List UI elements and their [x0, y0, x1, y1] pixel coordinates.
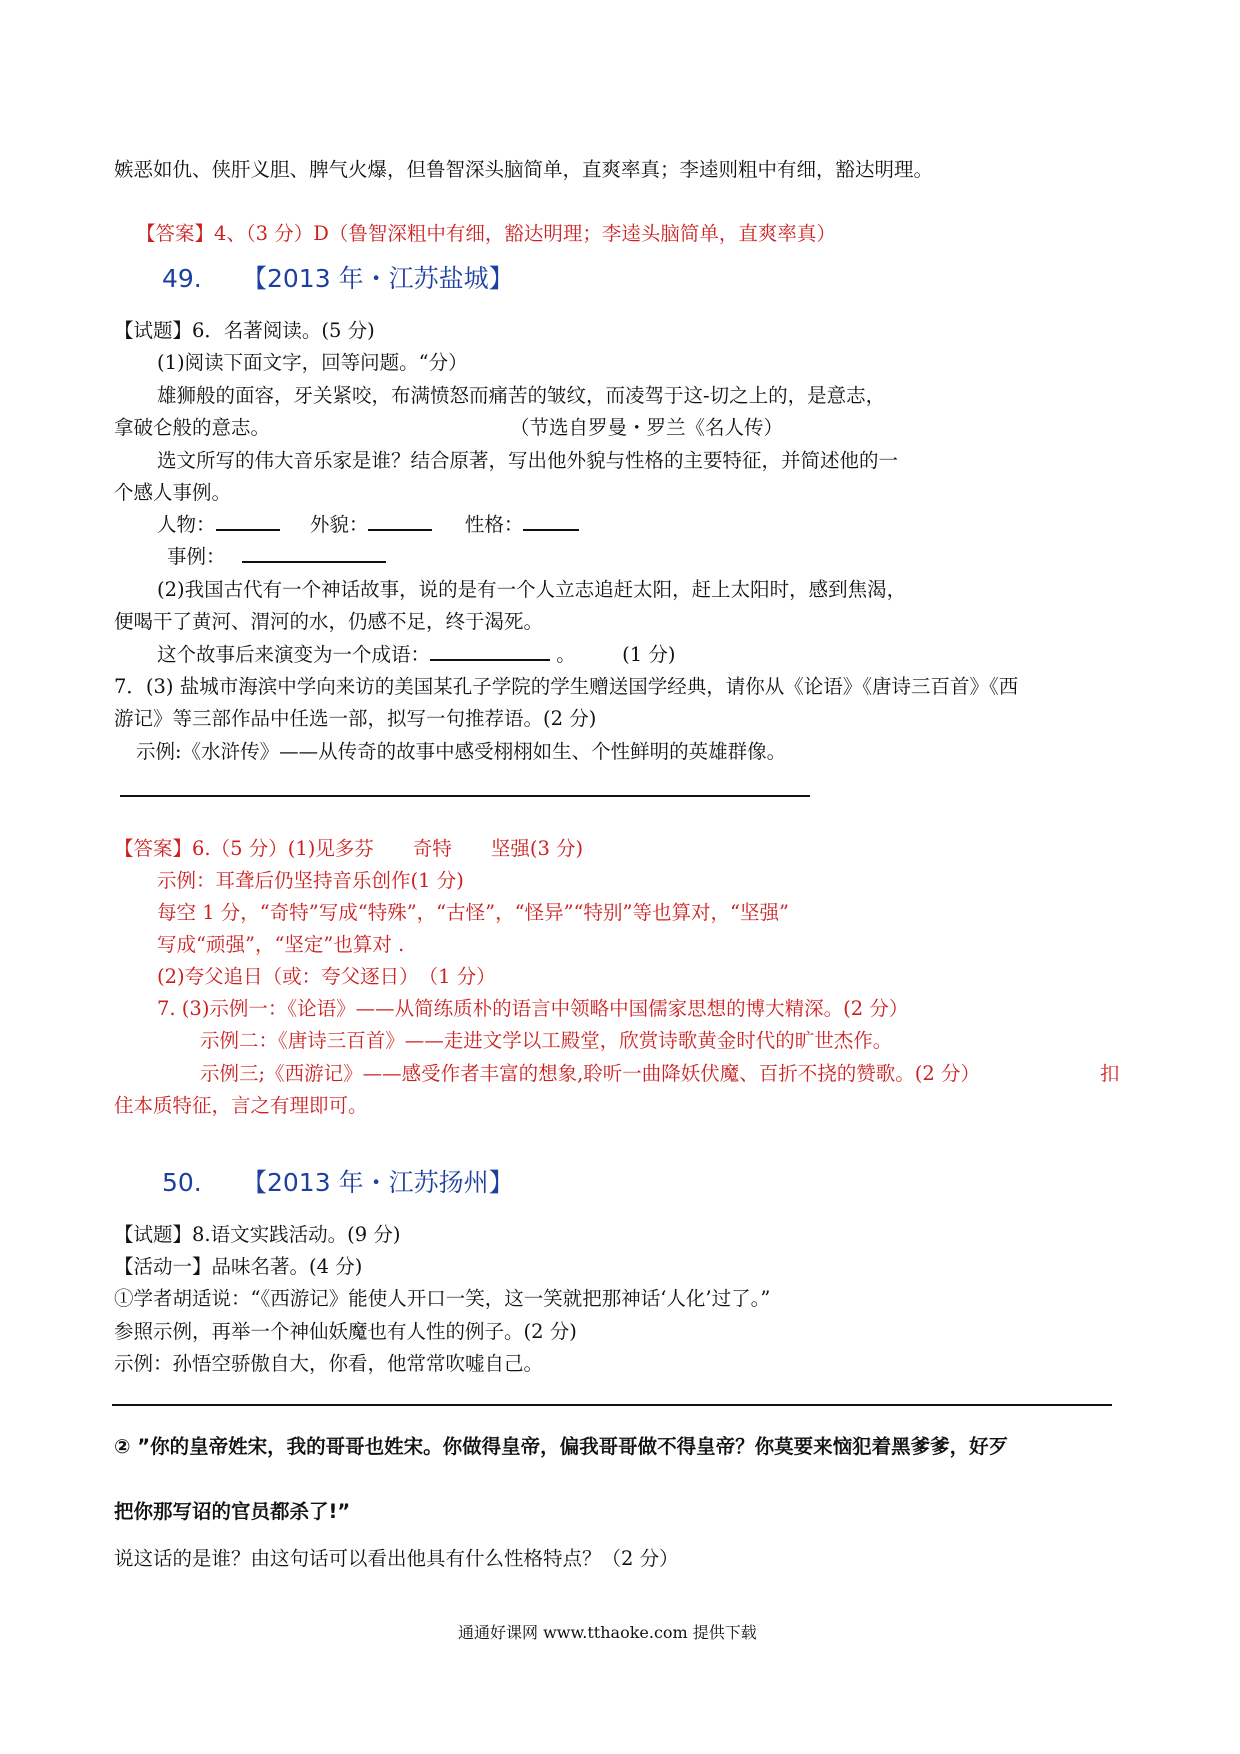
answer-line: 写成“顽强”，“坚定”也算对 .	[157, 933, 405, 956]
passage-line: 雄狮般的面容，牙关紧咬，布满愤怒而痛苦的皱纹，而凌驾于这-切之上的，是意志，	[157, 384, 886, 407]
section-title: 【2013 年・江苏盐城】	[242, 264, 514, 293]
question-line: 说这话的是谁？由这句话可以看出他具有什么性格特点？（2 分）	[114, 1547, 679, 1570]
answer-blank-line[interactable]	[120, 795, 810, 797]
person-label: 人物：	[157, 513, 216, 536]
question-line: 便喝干了黄河、渭河的水，仍感不足，终于渴死。	[114, 610, 544, 633]
answer-line: 每空 1 分，“奇特”写成“特殊”，“古怪”，“怪异”“特别”等也算对，“坚强”	[157, 901, 789, 924]
fill-in-row	[157, 645, 675, 665]
answer-line: 【答案】4、（3 分）D（鲁智深粗中有细，豁达明理；李逵头脑简单，直爽率真）	[136, 222, 836, 245]
section-number: 50.	[162, 1168, 202, 1197]
answer-line: 7. (3)示例一：《论语》——从简练质朴的语言中领略中国儒家思想的博大精深。(2 分）	[157, 997, 909, 1020]
character-blank[interactable]	[523, 528, 579, 531]
quote-line: ② ”你的皇帝姓宋，我的哥哥也姓宋。你做得皇帝，偏我哥哥做不得皇帝？你莫要来恼犯着黑爹爹，好歹	[114, 1435, 1009, 1458]
question-line: (1)阅读下面文字，回等问题。“分）	[157, 351, 468, 374]
answer-line: 示例二：《唐诗三百首》——走进文学以工殿堂，欣赏诗歌黄金时代的旷世杰作。	[200, 1029, 893, 1052]
section-title: 【2013 年・江苏扬州】	[242, 1168, 514, 1197]
example-blank[interactable]	[242, 560, 386, 563]
section-heading-49	[162, 266, 514, 291]
appearance-blank[interactable]	[368, 528, 432, 531]
idiom-score: (1 分)	[622, 643, 676, 666]
example-label: 事例：	[167, 545, 226, 568]
idiom-blank[interactable]	[430, 658, 550, 661]
answer-line: 扣	[1100, 1062, 1120, 1085]
idiom-period: 。	[556, 643, 576, 666]
fill-in-row	[157, 515, 579, 535]
body-text-line: 嫉恶如仇、侠肝义胆、脾气火爆，但鲁智深头脑简单，直爽率真；李逵则粗中有细，豁达明理。	[114, 158, 934, 181]
page-footer: 通通好课网 www.tthaoke.com 提供下载	[458, 1623, 757, 1642]
question-line: 游记》等三部作品中任选一部，拟写一句推荐语。(2 分)	[114, 707, 597, 730]
question-line: ①学者胡适说：“《西游记》能使人开口一笑，这一笑就把那神话‘人化’过了。”	[114, 1287, 771, 1310]
answer-line: 【答案】6.（5 分）(1)见多芬 奇特 坚强(3 分)	[114, 837, 584, 860]
question-line: 个感人事例。	[114, 481, 232, 504]
passage-source: （节选自罗曼・罗兰《名人传）	[510, 416, 784, 439]
answer-line: 示例：耳聋后仍坚持音乐创作(1 分)	[157, 869, 464, 892]
question-line: 【活动一】品味名著。(4 分)	[114, 1255, 363, 1278]
question-line: 参照示例，再举一个神仙妖魔也有人性的例子。(2 分)	[114, 1320, 577, 1343]
appearance-label: 外貌：	[309, 513, 369, 536]
question-line: 7．(3) 盐城市海滨中学向来访的美国某孔子学院的学生赠送国学经典，请你从《论语》《唐诗三百首》《西	[114, 675, 1019, 698]
section-heading-50	[162, 1170, 514, 1195]
question-line: 选文所写的伟大音乐家是谁？结合原著，写出他外貌与性格的主要特征，并简述他的一	[157, 449, 899, 472]
answer-blank-line[interactable]	[112, 1404, 1112, 1406]
answer-line: 示例三;《西游记》——感受作者丰富的想象,聆听一曲降妖伏魔、百折不挠的赞歌。(2 分）	[200, 1062, 980, 1085]
idiom-prompt: 这个故事后来演变为一个成语：	[157, 643, 431, 666]
example-line: 示例:《水浒传》——从传奇的故事中感受栩栩如生、个性鲜明的英雄群像。	[136, 740, 787, 763]
person-blank[interactable]	[216, 528, 280, 531]
fill-in-row	[167, 547, 386, 567]
character-label: 性格：	[464, 513, 524, 536]
question-line: 【试题】6．名著阅读。(5 分)	[114, 319, 375, 342]
question-line: (2)我国古代有一个神话故事，说的是有一个人立志追赶太阳，赶上太阳时，感到焦渴，	[157, 578, 907, 601]
example-line: 示例：孙悟空骄傲自大，你看，他常常吹嘘自己。	[114, 1352, 544, 1375]
question-line: 【试题】8.语文实践活动。(9 分)	[114, 1223, 401, 1246]
answer-line: 住本质特征，言之有理即可。	[114, 1094, 368, 1117]
passage-line: 拿破仑般的意志。	[114, 416, 271, 439]
section-number: 49.	[162, 264, 202, 293]
answer-line: (2)夸父追日（或：夸父逐日） （1 分）	[157, 965, 496, 988]
quote-line: 把你那写诏的官员都杀了!”	[114, 1500, 351, 1523]
